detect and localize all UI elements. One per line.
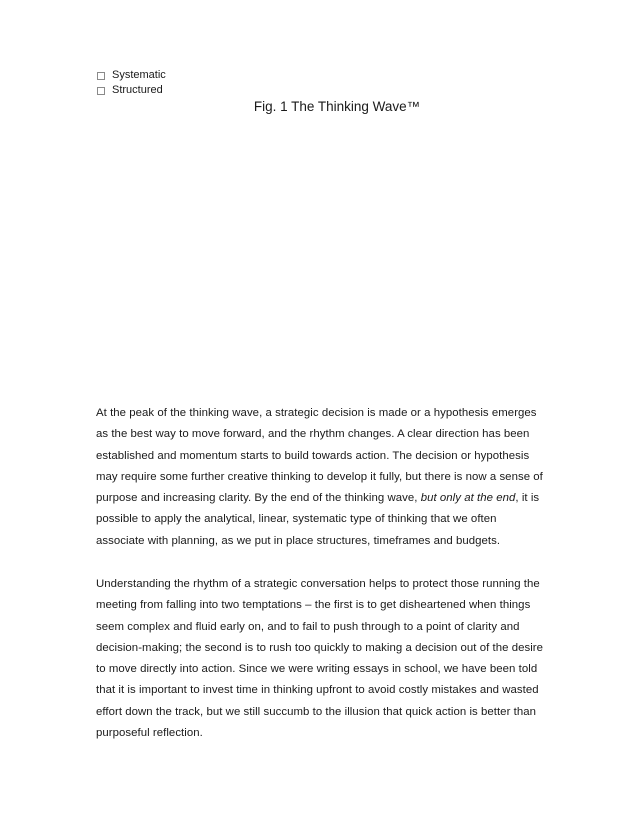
bullet-list [97, 68, 166, 98]
bullet-label: Structured [112, 84, 163, 96]
paragraph-1 [96, 403, 544, 552]
bullet-item-structured [97, 83, 166, 98]
figure-placeholder [97, 125, 545, 395]
paragraph-2-text: Understanding the rhythm of a strategic conversation helps to protect those running the meeting from falling into two temptations – the first is to get disheartened when things seem complex and fluid early on, and to fail to push through to a point of clarity and decision-making; the second is to rush too quickly to making a decision out of the desire to move directly into action. Since we were writing essays in school, we have been told that it is important to invest time in thinking upfront to avoid costly mistakes and wasted effort down the track, but we still succumb to the illusion that quick action is better than purposeful reflection. [96, 578, 544, 740]
paragraph-1-emphasis: but only at the end [420, 492, 516, 505]
bullet-item-systematic [97, 68, 166, 83]
figure-caption [0, 99, 638, 114]
figure-title: Fig. 1 The Thinking Wave™ [253, 99, 421, 114]
paragraph-1-part-1: At the peak of the thinking wave, a strategic decision is made or a hypothesis emerges as the best way to move forward, and the rhythm changes. A clear direction has been established and momentum starts to build towards action. The decision or hypothesis may require some further creative thinking to develop it fully, but there is now a sense of purpose and increasing clarity. By the end of the thinking wave, [96, 407, 543, 505]
paragraph-1-part-2: , it is possible to apply the analytical, linear, systematic type of thinking that we often associate with planning, as we put in place structures, timeframes and budgets. [96, 492, 540, 547]
paragraph-2 [96, 574, 544, 744]
bullet-label: Systematic [112, 69, 166, 81]
checkbox-bullet-icon [97, 87, 105, 95]
checkbox-bullet-icon [97, 72, 105, 80]
